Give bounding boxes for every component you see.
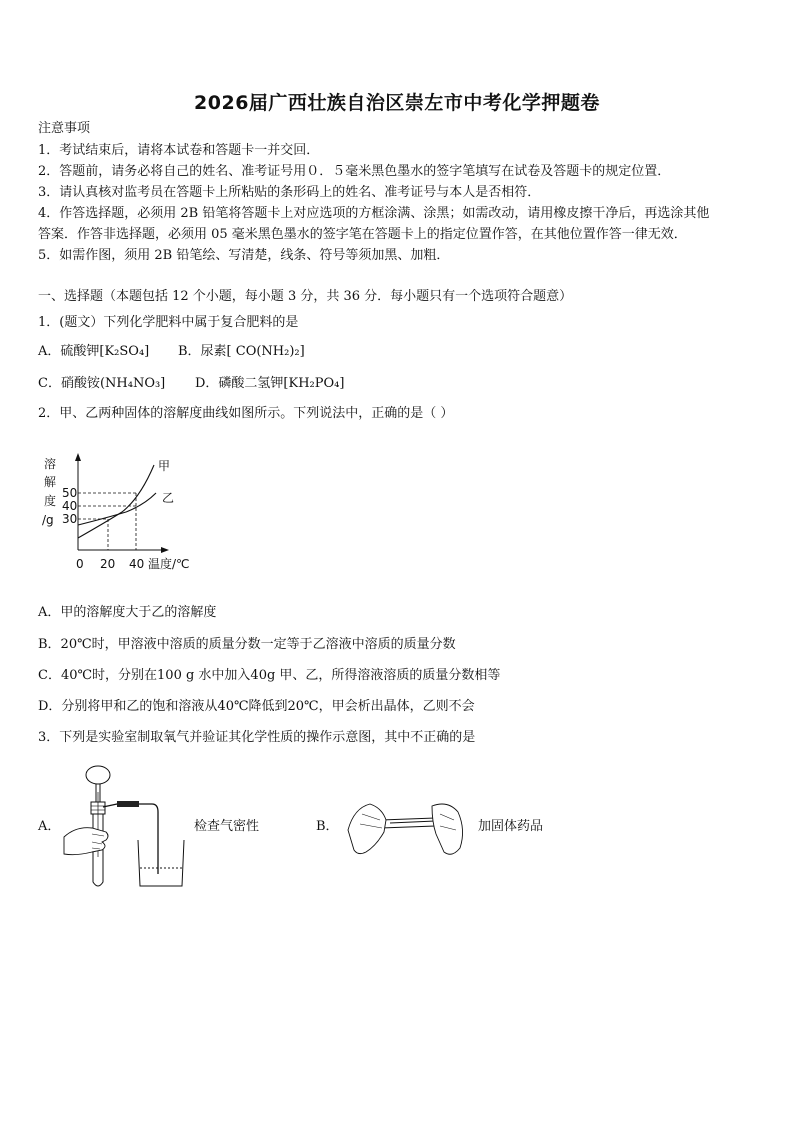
question-3-option-b-letter: B． bbox=[316, 819, 339, 834]
question-1-option-c: C．硝酸铵(NH₄NO₃] bbox=[38, 376, 166, 391]
page-title: 2026届广西壮族自治区崇左市中考化学押题卷 bbox=[194, 92, 600, 114]
notice-item: 答案．作答非选择题，必须用 05 毫米黑色墨水的签字笔在答题卡上的指定位置作答，在其他位置作答一律无效． bbox=[38, 227, 687, 242]
question-3-option-a-letter: A． bbox=[38, 819, 61, 834]
x-tick-label: 0 bbox=[76, 557, 84, 571]
question-1-option-a: A．硫酸钾[K₂SO₄] bbox=[38, 344, 150, 359]
y-label-char: /g bbox=[42, 513, 54, 527]
y-axis-arrow bbox=[75, 453, 81, 461]
notice-item: 3．请认真核对监考员在答题卡上所粘贴的条形码上的姓名、准考证号与本人是否相符． bbox=[38, 185, 541, 200]
y-tick-label: 30 bbox=[62, 512, 78, 526]
curve-jia bbox=[78, 465, 154, 538]
y-tick-label: 50 bbox=[62, 486, 78, 500]
series-label-jia: 甲 bbox=[158, 459, 171, 473]
notice-item: 2．答题前，请务必将自己的姓名、准考证号用０．５毫米黑色墨水的签字笔填写在试卷及答题卡的规定位置． bbox=[38, 164, 671, 179]
question-3-option-b-caption: 加固体药品 bbox=[478, 819, 544, 834]
x-tick-label: 40 bbox=[129, 557, 145, 571]
x-axis-arrow bbox=[161, 547, 169, 553]
y-label-char: 溶 bbox=[44, 457, 57, 471]
notice-heading: 注意事项 bbox=[38, 121, 91, 136]
notice-item: 1．考试结束后，请将本试卷和答题卡一并交回． bbox=[38, 143, 320, 158]
series-label-yi: 乙 bbox=[162, 491, 175, 505]
question-2-option-d: D．分别将甲和乙的饱和溶液从40℃降低到20℃，甲会析出晶体，乙则不会 bbox=[38, 699, 475, 714]
question-2-stem: 2．甲、乙两种固体的溶解度曲线如图所示。下列说法中，正确的是（ ） bbox=[38, 406, 454, 421]
solubility-curve-graph bbox=[36, 450, 236, 575]
curve-yi bbox=[78, 493, 156, 525]
y-tick-label: 40 bbox=[62, 499, 78, 513]
section-heading: 一、选择题（本题包括 12 个小题，每小题 3 分，共 36 分．每小题只有一个选项符合题意） bbox=[38, 289, 573, 304]
question-1-option-b: B．尿素[ CO(NH₂)₂] bbox=[178, 344, 305, 359]
question-1-option-d: D．磷酸二氢钾[KH₂PO₄] bbox=[195, 376, 345, 391]
question-1-stem: 1．(题文）下列化学肥料中属于复合肥料的是 bbox=[38, 315, 299, 330]
notice-item: 4．作答选择题，必须用 2B 铅笔将答题卡上对应选项的方框涂满、涂黑；如需改动，请用橡皮擦干净后，再选涂其他 bbox=[38, 206, 710, 221]
add-solid-reagent-illustration bbox=[340, 790, 470, 870]
x-tick-label: 20 bbox=[100, 557, 116, 571]
y-label-char: 解 bbox=[44, 475, 57, 489]
airtightness-check-illustration bbox=[62, 762, 192, 892]
question-2-option-b: B．20℃时，甲溶液中溶质的质量分数一定等于乙溶液中溶质的质量分数 bbox=[38, 637, 456, 652]
notice-item: 5．如需作图，须用 2B 铅笔绘、写清楚，线条、符号等须加黑、加粗． bbox=[38, 248, 450, 263]
question-3-stem: 3．下列是实验室制取氧气并验证其化学性质的操作示意图，其中不正确的是 bbox=[38, 730, 476, 745]
y-label-char: 度 bbox=[44, 494, 57, 508]
x-axis-label: 温度/℃ bbox=[148, 557, 190, 571]
question-3-option-a-caption: 检查气密性 bbox=[194, 819, 260, 834]
question-2-option-c: C．40℃时，分别在100 g 水中加入40g 甲、乙，所得溶液溶质的质量分数相等 bbox=[38, 668, 501, 683]
question-2-option-a: A．甲的溶解度大于乙的溶解度 bbox=[38, 605, 217, 620]
